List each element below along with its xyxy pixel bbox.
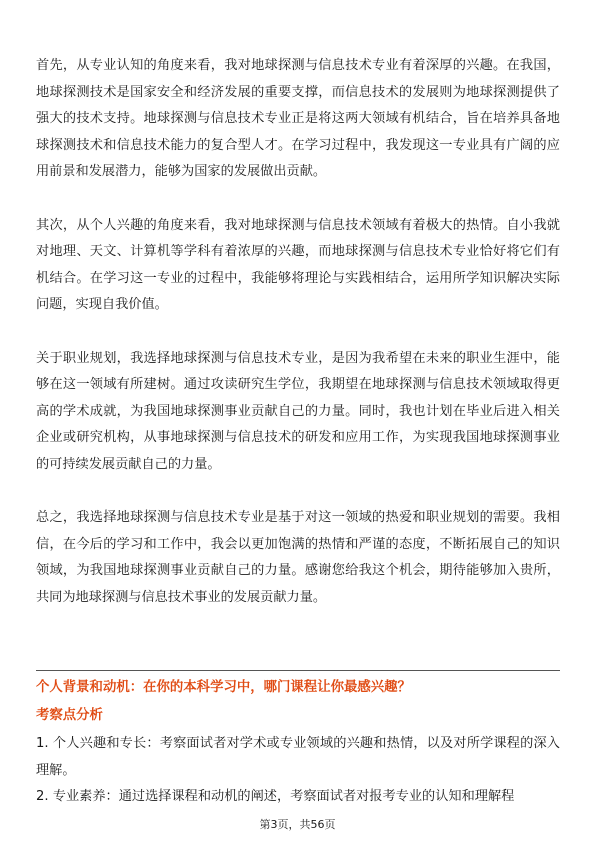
paragraph-career-plan: 关于职业规划，我选择地球探测与信息技术专业，是因为我希望在未来的职业生涯中，能够在这一领域有所建树。通过攻读研究生学位，我期望在地球探测与信息技术领域取得更高的学术成就，为我国地球探测事业贡献自己的力量。同时，我也计划在毕业后进入相关企业或研究机构，从事地球探测与信息技术的研发和应用工作，为实现我国地球探测事业的可持续发展贡献自己的力量。 — [36, 350, 560, 472]
analysis-points-list — [36, 731, 560, 811]
paragraph-conclusion: 总之，我选择地球探测与信息技术专业是基于对这一领域的热爱和职业规划的需要。我相信，在今后的学习和工作中，我会以更加饱满的热情和严谨的态度，不断拓展自己的知识领域，为我国地球探测事业贡献自己的力量。感谢您给我这个机会，期待能够加入贵所，共同为地球探测与信息技术事业的发展贡献力量。 — [36, 510, 560, 605]
analysis-heading: 考察点分析 — [36, 708, 103, 723]
paragraph-intro-professional: 首先，从专业认知的角度来看，我对地球探测与信息技术专业有着深厚的兴趣。在我国，地球探测技术是国家安全和经济发展的重要支撑，而信息技术的发展则为地球探测提供了强大的技术支持。地球探测与信息技术专业正是将这两大领域有机结合，旨在培养具备地球探测技术和信息技术能力的复合型人才。在学习过程中，我发现这一专业具有广阔的应用前景和发展潜力，能够为国家的发展做出贡献。 — [36, 58, 560, 180]
paragraph-personal-interest: 其次，从个人兴趣的角度来看，我对地球探测与信息技术领域有着极大的热情。自小我就对地理、天文、计算机等学科有着浓厚的兴趣，而地球探测与信息技术专业恰好将它们有机结合。在学习这一专业的过程中，我能够将理论与实践相结合，运用所学知识解决实际问题，实现自我价值。 — [36, 217, 560, 313]
question-title: 个人背景和动机：在你的本科学习中，哪门课程让你最感兴趣？ — [36, 680, 411, 695]
page-number: 第3页，共56页 — [259, 818, 336, 831]
section-divider — [36, 670, 560, 671]
answer-body — [36, 53, 560, 638]
analysis-point: 1. 个人兴趣和专长：考察面试者对学术或专业领域的兴趣和热情，以及对所学课程的深入理解。 — [36, 736, 560, 778]
analysis-point: 2. 专业素养：通过选择课程和动机的阐述，考察面试者对报考专业的认知和理解程 — [36, 789, 515, 805]
